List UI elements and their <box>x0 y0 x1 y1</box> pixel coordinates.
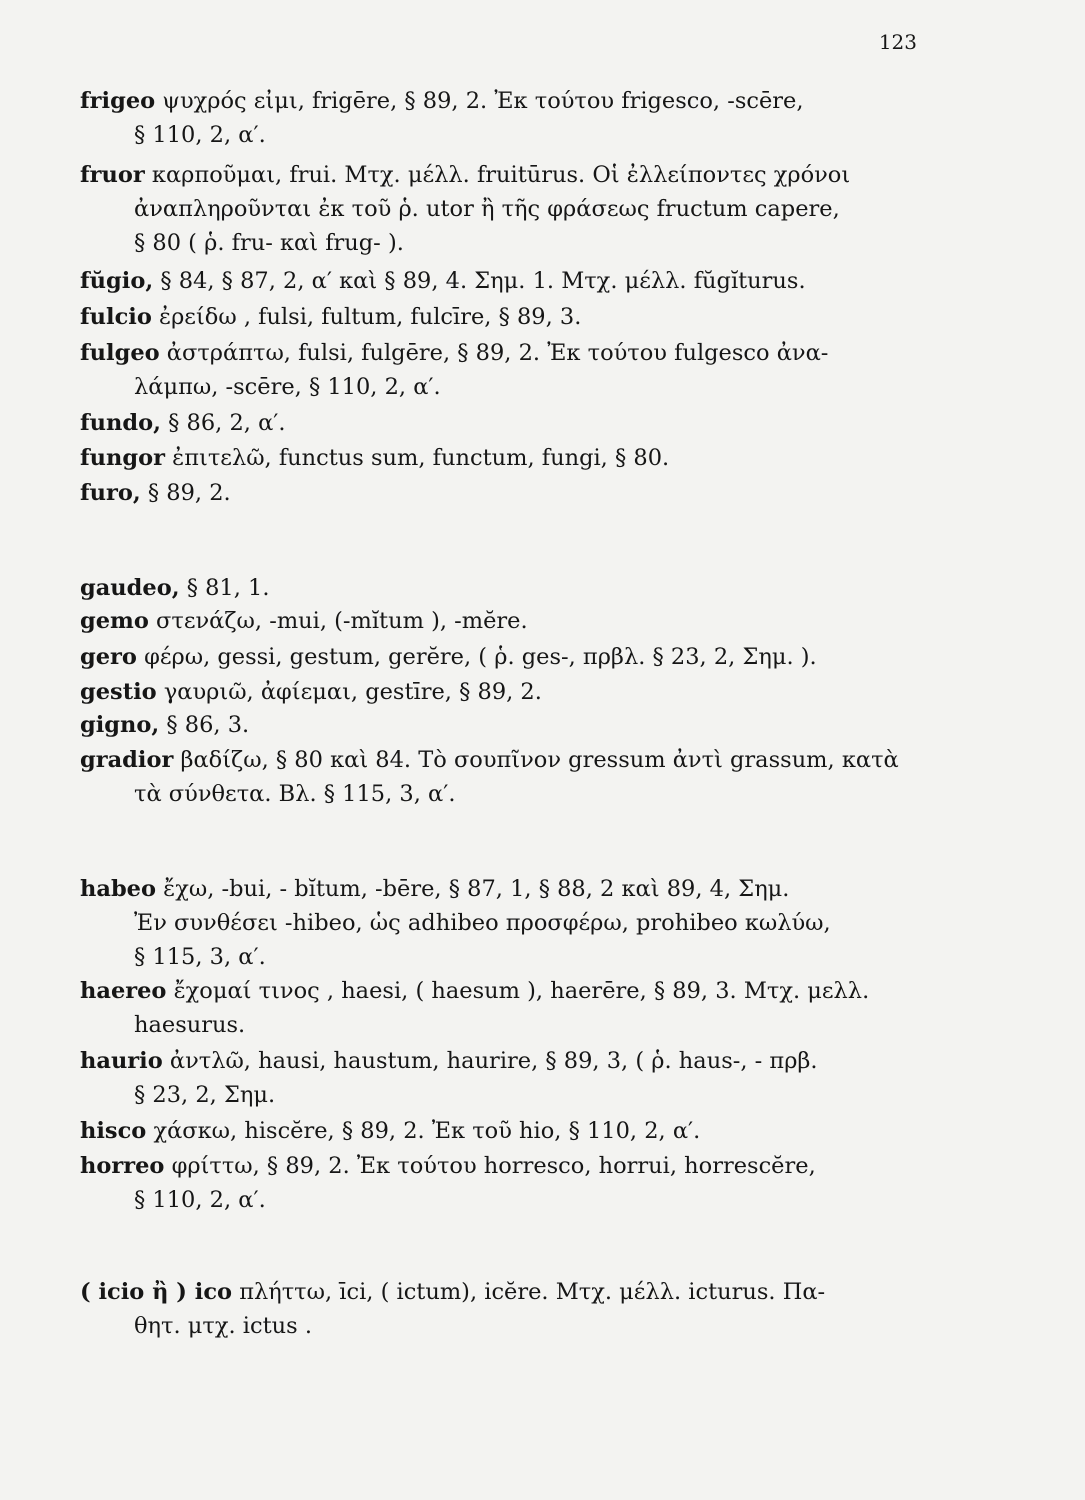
entry-text-continued: θητ. μτχ. ictus . <box>134 1313 312 1339</box>
entry-text: ψυχρός εἰμι, frigēre, § 89, 2. Ἐκ τούτου frigesco, -scēre, <box>162 88 804 114</box>
dictionary-entry <box>80 675 920 709</box>
entry-headword: fungor <box>80 445 165 471</box>
dictionary-entry <box>80 974 920 1042</box>
entry-text-continued: Ἐν συνθέσει -hibeo, ὡς adhibeo προσφέρω, prohibeo κωλύω, <box>134 910 831 936</box>
entry-text: § 86, 2, α′. <box>168 410 286 436</box>
dictionary-entry <box>80 84 920 152</box>
entry-text: § 81, 1. <box>186 575 270 601</box>
entry-text: φέρω, gessi, gestum, gerĕre, ( ῥ. ges-, πρβλ. § 23, 2, Σημ. ). <box>144 644 817 670</box>
dictionary-entry <box>80 743 920 811</box>
entry-text: ἀστράπτω, fulsi, fulgēre, § 89, 2. Ἐκ τούτου fulgesco ἀνα- <box>166 340 829 366</box>
entry-headword: fruor <box>80 162 145 188</box>
entry-headword: haereo <box>80 978 167 1004</box>
entry-text: καρποῦμαι, frui. Μτχ. μέλλ. fruitūrus. Οἱ ἐλλείποντες χρόνοι <box>151 162 851 188</box>
entry-headword: haurio <box>80 1048 163 1074</box>
entry-text: § 84, § 87, 2, α′ καὶ § 89, 4. Σημ. 1. Μτχ. μέλλ. fŭgĭturus. <box>160 268 806 294</box>
entry-text: πλήττω, īci, ( ictum), icĕre. Μτχ. μέλλ. icturus. Πα- <box>239 1279 826 1305</box>
dictionary-entry <box>80 300 920 334</box>
entry-headword: frigeo <box>80 88 156 114</box>
dictionary-entry <box>80 406 920 440</box>
entry-text: ἔχω, -bui, - bĭtum, -bēre, § 87, 1, § 88, 2 καὶ 89, 4, Σημ. <box>163 876 790 902</box>
entry-text-continued: § 23, 2, Σημ. <box>134 1082 276 1108</box>
entry-text-continued: ἀναπληροῦνται ἐκ τοῦ ῥ. utor ἢ τῆς φράσεως fructum capere, <box>134 196 840 222</box>
entry-headword: fulcio <box>80 304 152 330</box>
entry-text-continued: haesurus. <box>134 1012 246 1038</box>
entry-text: φρίττω, § 89, 2. Ἐκ τούτου horresco, horrui, horrescĕre, <box>171 1153 816 1179</box>
entry-headword: habeo <box>80 876 156 902</box>
dictionary-entry <box>80 336 920 404</box>
dictionary-entry <box>80 441 920 475</box>
entry-headword: gero <box>80 644 137 670</box>
entry-headword: fundo, <box>80 410 161 436</box>
entry-headword: gemo <box>80 608 149 634</box>
entry-text: ἔχομαί τινος , haesi, ( haesum ), haerēre, § 89, 3. Μτχ. μελλ. <box>173 978 870 1004</box>
entry-headword: gaudeo, <box>80 575 180 601</box>
entry-text: γαυριῶ, ἀφίεμαι, gestīre, § 89, 2. <box>163 679 542 705</box>
entry-headword: gradior <box>80 747 174 773</box>
entry-text: § 89, 2. <box>147 480 231 506</box>
dictionary-entry <box>80 476 920 510</box>
entry-headword: horreo <box>80 1153 165 1179</box>
entry-headword: fŭgio, <box>80 268 154 294</box>
entry-text: ἀντλῶ, hausi, haustum, haurire, § 89, 3, ( ῥ. haus-, - πρβ. <box>169 1048 818 1074</box>
entry-headword: furo, <box>80 480 141 506</box>
entry-text: στενάζω, -mui, (-mĭtum ), -mĕre. <box>156 608 528 634</box>
dictionary-entry <box>80 708 920 742</box>
entry-text-continued: § 115, 3, α′. <box>134 944 266 970</box>
entry-text-continued: λάμπω, -scēre, § 110, 2, α′. <box>134 374 441 400</box>
entry-headword: gestio <box>80 679 157 705</box>
dictionary-entry <box>80 158 920 260</box>
entry-text: χάσκω, hiscĕre, § 89, 2. Ἐκ τοῦ hio, § 110, 2, α′. <box>153 1118 701 1144</box>
dictionary-entry <box>80 1149 920 1217</box>
entry-text-continued: § 80 ( ῥ. fru- καὶ frug- ). <box>134 230 404 256</box>
entry-text: ἐρείδω , fulsi, fultum, fulcīre, § 89, 3. <box>159 304 582 330</box>
entry-headword: fulgeo <box>80 340 160 366</box>
entry-text: § 86, 3. <box>166 712 250 738</box>
entry-text-continued: τὰ σύνθετα. Βλ. § 115, 3, α′. <box>134 781 456 807</box>
entry-text-continued: § 110, 2, α′. <box>134 1187 266 1213</box>
entry-text: ἐπιτελῶ, functus sum, functum, fungi, § 80. <box>172 445 670 471</box>
entry-text: βαδίζω, § 80 καὶ 84. Τὸ σουπῖνον gressum ἀντὶ grassum, κατὰ <box>180 747 899 773</box>
dictionary-entry <box>80 604 920 638</box>
dictionary-entry <box>80 1044 920 1112</box>
dictionary-entry <box>80 1114 920 1148</box>
dictionary-entry <box>80 1275 920 1343</box>
dictionary-entry <box>80 872 920 974</box>
page-number: 123 <box>878 30 917 54</box>
entry-text-continued: § 110, 2, α′. <box>134 122 266 148</box>
dictionary-entry <box>80 264 920 298</box>
entry-headword: gigno, <box>80 712 160 738</box>
dictionary-entry <box>80 640 920 674</box>
entry-headword: hisco <box>80 1118 147 1144</box>
dictionary-entry <box>80 571 920 605</box>
entry-headword: ( icio ἢ ) ico <box>80 1279 233 1305</box>
